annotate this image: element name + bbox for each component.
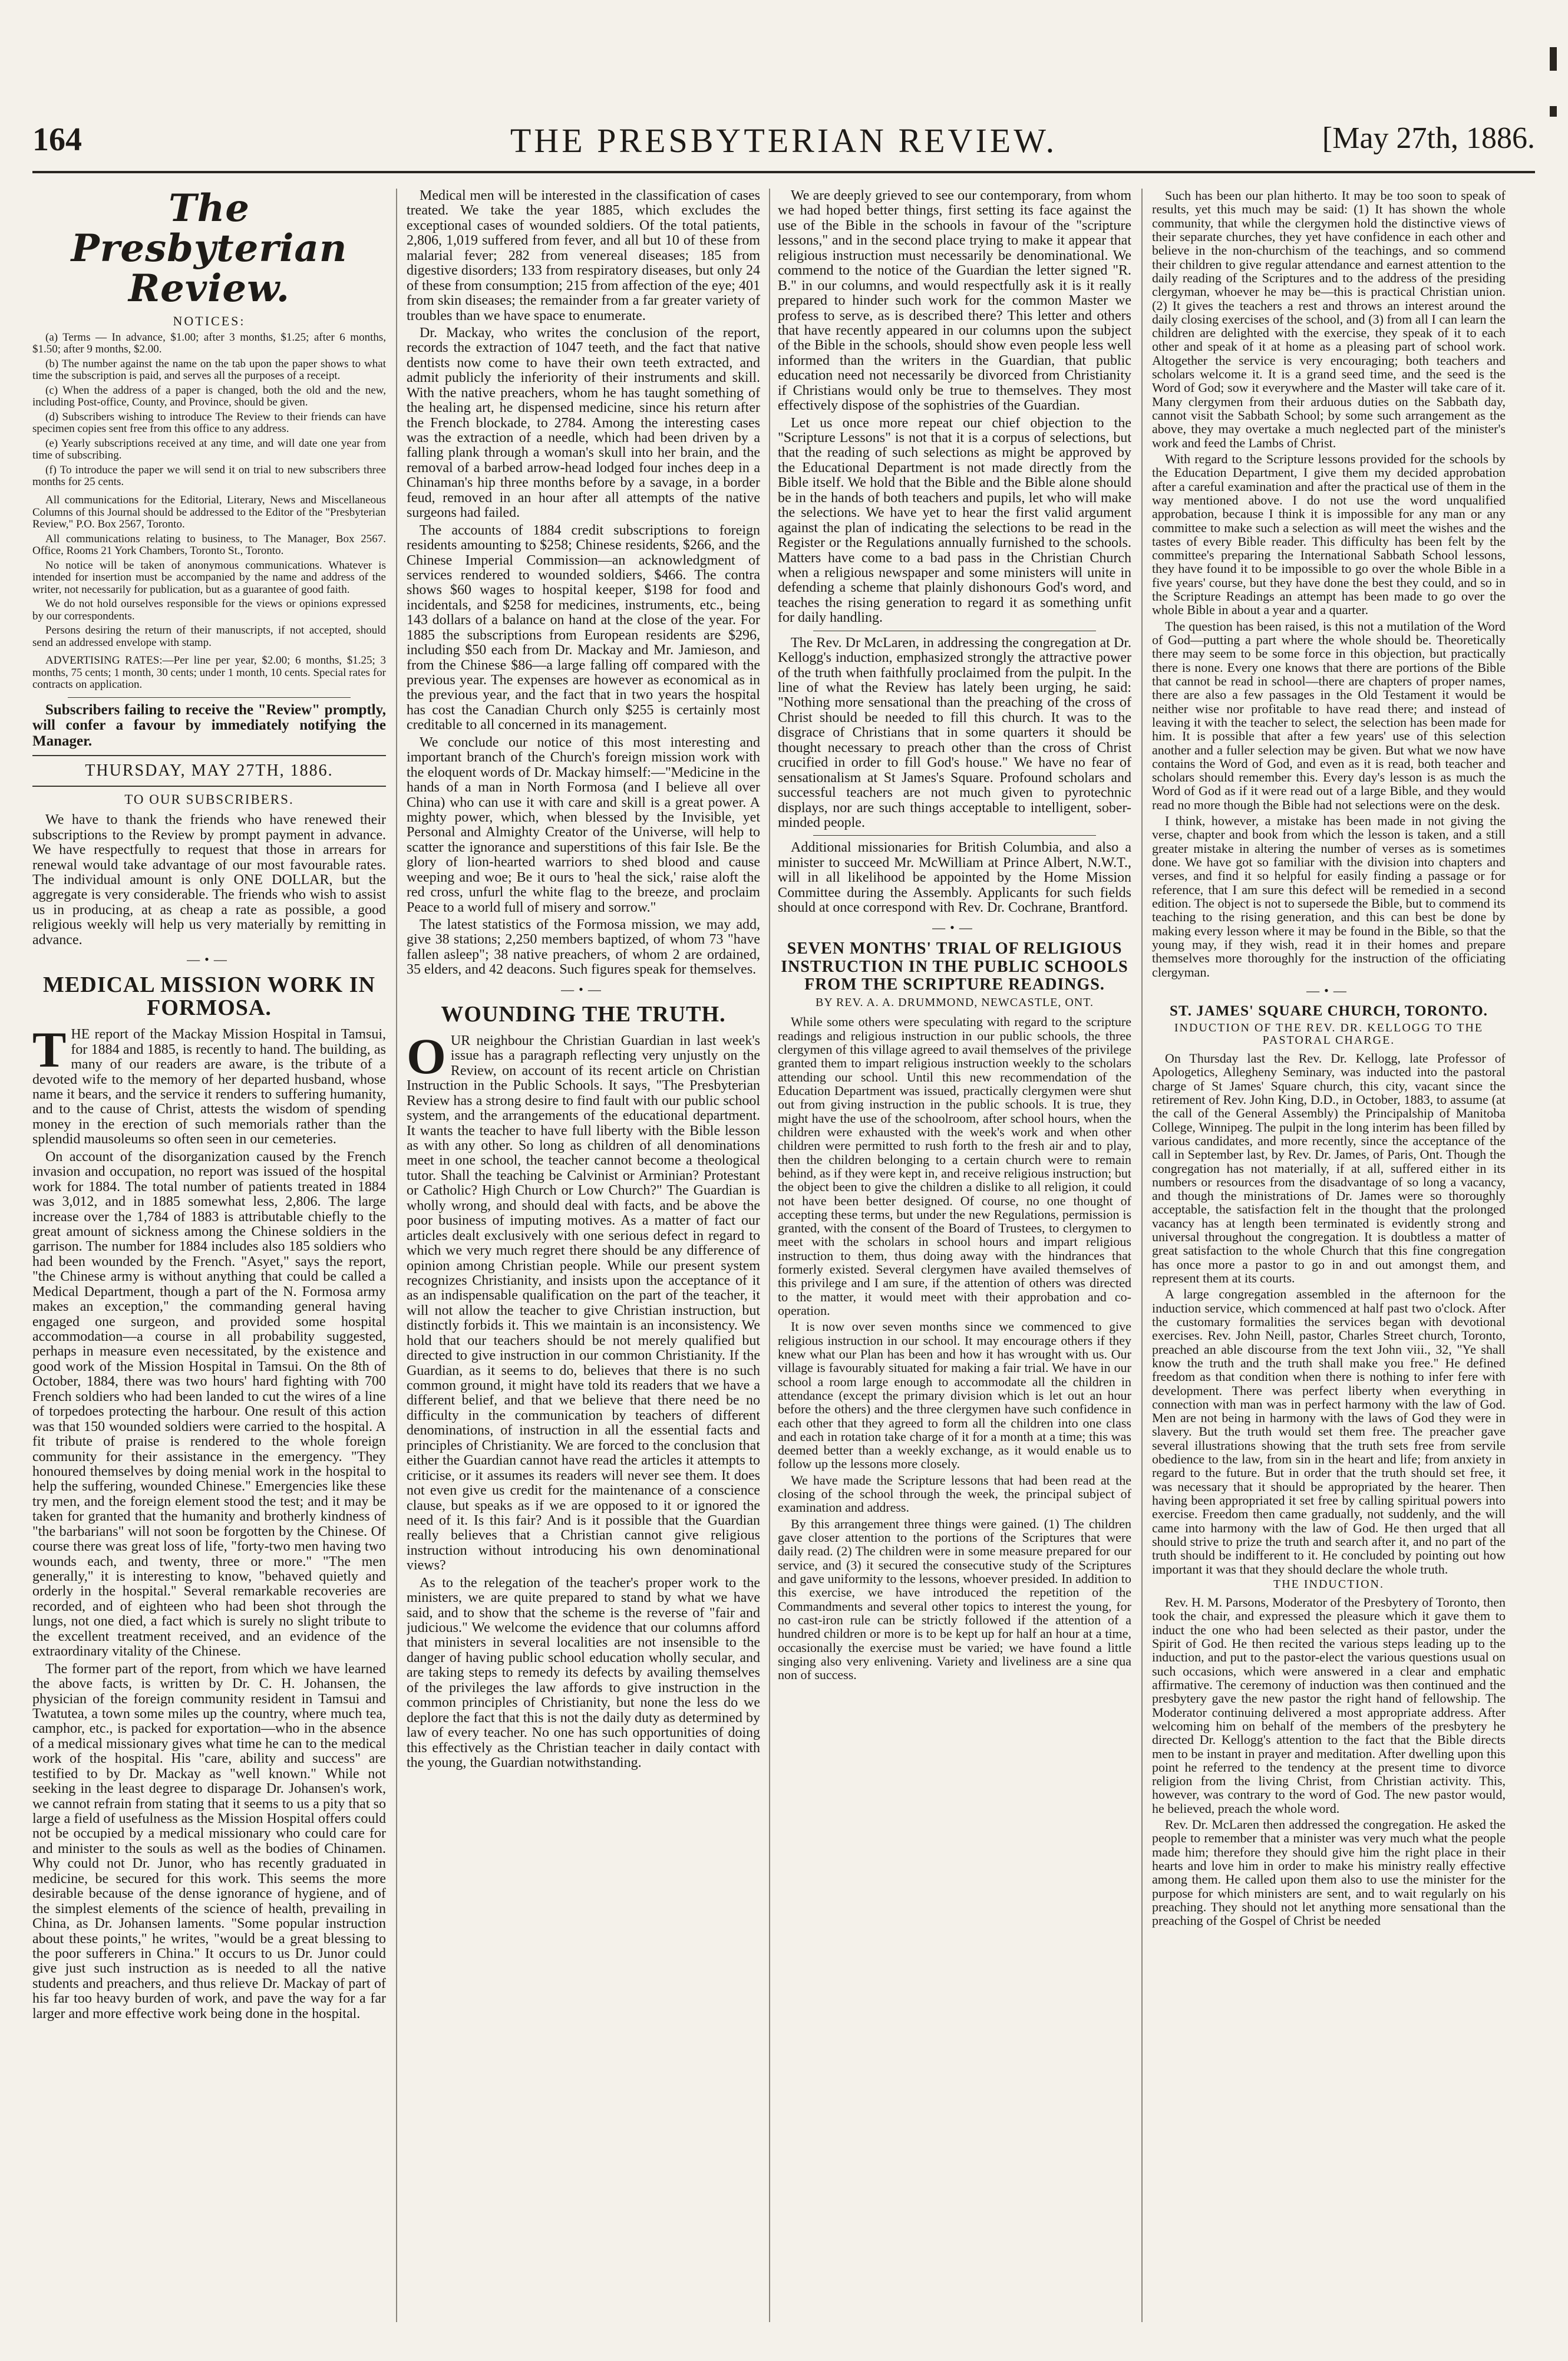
masthead-title: The Presbyterian Review. [71,189,348,311]
binding-mark [1550,47,1557,71]
formosa-para: The former part of the report, from which we have learned the above facts, is written by Dr. C. H. Johansen, the physician of the foreign community resident in Tamsui and Twatutea, a town some miles up the country, where much tea, camphor, etc., is packed for exportation—who in the absence of a medical missionary gives what time he can to the medical work of the hospital. His "care, ability and success" are testified to by Dr. Mackay as "well known." While not seeking in the least degree to disparage Dr. Johansen's work, we cannot refrain from stating that it seems to us a pity that so large a field of usefulness as the Mission Hospital offers could not be occupied by a medical missionary who could care for and minister to the souls as well as the bodies of Chinamen. Why could not Dr. Junor, who has recently graduated in medicine, be secured for this work. This seems the more desirable because of the dense ignorance of hygiene, and of the simplest elements of the science of health, prevailing in China, as Dr. Johansen laments. "Some popular instruction about these points," he writes, "would be a great blessing to the poor sufferers in China." It occurs to us Dr. Junor could give just such instruction as is needed to all the native students and preachers, and thus relieve Dr. Mackay of part of his far too heavy burden of work, and pave the way for a far larger and more effective work being done in the hospital. [32,1661,386,2022]
column-rule [396,189,397,2322]
seven-months-para: We have made the Scripture lessons that had been read at the closing of the school through the week, the principal subject of examination and address. [778,1472,1131,1515]
binding-mark [1550,106,1557,117]
formosa-para: We conclude our notice of this most interesting and important branch of the Church's foreign mission work with the eloquent words of Dr. Mackay himself:—"Medicine in the hands of a man in North Formosa (and I believe all over China) who can use it with care and skill is a great power. A mighty power, which, when blessed by the Invisible, yet Personal and Almighty Creator of the Universe, will help to scatter the ignorance and superstitions of this fair Isle. Be the glory of lion-hearted warriors to shed blood and cause weeping and woe; Be it ours to 'heal the sick,' raise aloft the red cross, unfurl the white flag to the breeze, and proclaim Peace to a world full of misery and sorrow." [407,734,760,915]
column-1 [32,189,386,2322]
notice-item: (e) Yearly subscriptions received at any time, and will date one year from time of subscribing. [32,437,386,462]
notice-item: (b) The number against the name on the tab upon the paper shows to what time the subscription is paid, and serves all the purposes of a receipt. [32,357,386,382]
notice-item: (f) To introduce the paper we will send it on trial to new subscribers three months for 25 cents. [32,463,386,489]
wounding-para: Let us once more repeat our chief objection to the "Scripture Lessons" is not that it is a corpus of selections, but that the reading of such selections as might be approved by the Educational Department is not made directly from the Bible itself. We hold that the Bible and the Bible alone should be in the hands of both teachers and pupils, let who will make the selections. We have yet to hear the first valid argument against the plan of indicating the selections to be read in the Register or the Regulations annually furnished to the schools. Matters have come to a bad pass in the Christian Church when a religious newspaper and some ministers will unite in defending a scheme that plainly dishonours God's word, and teaches the rising generation to regard it as something unfit for daily handling. [778,415,1131,626]
column-rule [769,189,770,2322]
advertising-rates: ADVERTISING RATES:—Per line per year, $2.00; 6 months, $1.25; 3 months, 75 cents; 1 month, 30 cents; under 1 month, 10 cents. Special rates for contracts on application. [32,654,386,691]
advertising-block [32,655,386,691]
page-date: [May 27th, 1886. [1322,121,1535,155]
notices-block [32,332,386,489]
subscribers-title: TO OUR SUBSCRIBERS. [124,792,294,807]
divider [32,786,386,787]
missionaries-paragraph: Additional missionaries for British Columbia, and also a minister to succeed Mr. McWilliam at Prince Albert, N.W.T., will in all likelihood be appointed by the Home Mission Committee during the Assembly. Applicants for such fields should at once correspond with Rev. Dr. Cochrane, Brantford. [778,840,1131,916]
formosa-para: Medical men will be interested in the classification of cases treated. We take the year 1885, which excludes the exceptional cases of wounded soldiers. Of the total patients, 2,806, 1,019 suffered from fever, and all but 10 of these from malarial fever; 282 from venereal diseases; 185 from digestive disorders; 133 from respiratory diseases, but only 24 of these from consumption; 215 from affection of the eye; 401 from skin diseases; the remainder from a far greater variety of troubles than we have space to enumerate. [407,189,760,324]
wounding-para-text: UR neighbour the Christian Guardian in last week's issue has a paragraph reflecting very unjustly on the Review, on account of its recent article on Christian Instruction in the Public Schools. It says, "The Presbyterian Review has a strong desire to find fault with our public school system, and the arrangements of the educational department. It wants the teacher to have full liberty with the Bible lesson as with any other. So long as children of all denominations meet in one school, the teacher cannot become a theological tutor. Shall the teaching be Calvinist or Arminian? Protestant or Catholic? High Church or Low Church?" The Guardian is wholly wrong, and should deal with facts, and be above the poor business of imputing motives. As a matter of fact our articles dealt exclusively with one serious defect in regard to which we very much regret there should be any difference of opinion among Christian people. While our present system recognizes Christianity, and insists upon the acceptance of it as an indispensable qualification on the part of the teacher, it will not allow the teacher to give Christian instruction, but distinctly forbids it. This we maintain is an inconsistency. We hold that our teachers should be not merely qualified but directed to give instruction in our common Christianity. If the Guardian, as it seems to do, believes that there is no such common ground, it might have told its readers that we have a different belief, and that we believe that there need be no difficulty in the communication by teachers of different denominations, of instruction in all the essential facts and principles of Christianity. We are forced to the conclusion that either the Guardian cannot have read the articles it attempts to criticise, or it assumes its readers will never see them. It does not even give us credit for the maintenance of a conscience clause, but speaks as if we are opposed to it or ignored the need of it. Is this fair? And is it possible that the Guardian really believes that a Christian cannot give religious instruction without introducing his own denominational views? [407,1033,760,1574]
seven-months-byline: BY REV. A. A. DRUMMOND, NEWCASTLE, ONT. [816,996,1094,1010]
notices-heading: NOTICES: [173,314,246,329]
communication-item: All communications for the Editorial, Literary, News and Miscellaneous Columns of this Journal should be addressed to the Editor of the "Presbyterian Review," P.O. Box 2567, Toronto. [32,493,386,531]
seven-months-para: By this arrangement three things were gained. (1) The children gave closer attention to the portions of the Scriptures that were daily read. (2) The children were in some measure prepared for our service, and (3) it secured the consecutive study of the Scriptures and gave uniformity to the lessons, whoever presided. In addition to this exercise, we have introduced the repetition of the Commandments and several other topics to interest the young, for no cast-iron rule can be strictly followed if the attention of a hundred children or more is to be kept up for half an hour at a time, occasionally the exercise must be varied; we have found a little singing also very enlivening. Variety and liveliness are a sine qua non of success. [778,1516,1131,1683]
wounding-para: As to the relegation of the teacher's proper work to the ministers, we are quite prepared to stand by what we have said, and to show that the scheme is the reverse of "fair and judicious." We welcome the evidence that our columns afford that ministers in several localities are not insensible to the danger of having public school education wholly secular, and are taking steps to remedy its defects by availing themselves of the privileges the law affords to give instruction in the common principles of Christianity, but none the less do we deplore the fact that this is not the daily duty as determined by law of every teacher. No one has such opportunities of doing this effectively as the Christian teacher in daily contact with the young, the Guardian notwithstanding. [407,1575,760,1770]
induction-para: Rev. Dr. McLaren then addressed the congregation. He asked the people to remember that a minister was very much what the people made him; therefore they should give him the right place in their hearts and love him in order to make his ministry really effective among them. He called upon them also to use the minister for the purpose for which ministers are sent, and to wait regularly on his preaching. They should not let anything more sensational than the preaching of the Gospel of Christ be needed [1152,1817,1506,1928]
ornament-divider: —•— [561,981,606,997]
divider [68,697,351,698]
drop-cap: T [32,1021,67,1079]
subscribers-body: We have to thank the friends who have renewed their subscriptions to the Review by prompt payment in advance. We have respectfully to request that those in arrears for renewal would take advantage of our most favourable rates. The individual amount is only ONE DOLLAR, but the aggregate is very considerable. The friends who wish to assist us in producing, at as cheap a rate as possible, a good religious weekly will help us very materially by remitting in advance. [32,812,386,948]
divider [813,835,1096,836]
seven-months-title: SEVEN MONTHS' TRIAL OF RELIGIOUS INSTRUCTION IN THE PUBLIC SCHOOLS FROM THE SCRIPTURE READINGS. [781,939,1128,994]
communication-item: Persons desiring the return of their manuscripts, if not accepted, should send an addressed envelope with stamp. [32,624,386,649]
st-james-title: ST. JAMES' SQUARE CHURCH, TORONTO. [1170,1003,1488,1020]
formosa-para-text: HE report of the Mackay Mission Hospital in Tamsui, for 1884 and 1885, is recently to hand. The building, as many of our readers are aware, is the tribute of a devoted wife to the memory of her departed husband, whose name it bears, and the service it renders to suffering humanity, and to the cause of Christ, attests the wisdom of spending money in the erection of such memorials rather than the splendid mausoleums so often seen in our cemeteries. [32,1027,386,1147]
st-james-para: On Thursday last the Rev. Dr. Kellogg, late Professor of Apologetics, Allegheny Seminary, was inducted into the pastoral charge of St James' Square church, this city, vacant since the retirement of Rev. John King, D.D., in October, 1883, to assume (at the call of the General Assembly) the Principalship of Manitoba College, Winnipeg. The pulpit in the long interim has been filled by various candidates, and more recently, since the acceptance of the call in September last, by Rev. Dr. James, of Paris, Ont. Though the congregation has not materially, if at all, suffered either in its numbers or resources from the disadvantage of so long a vacancy, and though the ministrations of Dr. James were so thoroughly acceptable, the satisfaction felt in the thought that the prolonged vacancy has at length been terminated is evidently strong and universal throughout the congregation. It is doubtless a matter of great satisfaction to the whole Church that this fine congregation has once more a pastor to go in and out amongst them, and represent them at its courts. [1152,1051,1506,1285]
induction-para: Rev. H. M. Parsons, Moderator of the Presbytery of Toronto, then took the chair, and expressed the pleasure which it gave them to induct the one who had been selected as their pastor, under the Spirit of God. He then recited the various steps leading up to the induction, and put to the pastor-elect the various questions usual on such occasions, which were answered in a clear and emphatic affirmative. The ceremony of induction was then continued and the presbytery gave the new pastor the right hand of fellowship. The Moderator continuing delivered a most appropriate address. After welcoming him on behalf of the members of the presbytery he directed Dr. Kellogg's attention to the fact that the Bible directs men to be instant in prayer and meditation. After dwelling upon this point he referred to the tendency at the present time to divorce religion from the living Christ, from Christian activity. This, however, was contrary to the word of God. The new pastor would, he believed, preach the whole word. [1152,1595,1506,1816]
seven-months-cont: With regard to the Scripture lessons provided for the schools by the Education Department, I give them my decided approbation after a careful examination and after the practical use of them in the way mentioned above. I do not use the word unqualified approbation, because I think it is impossible for any man or any committee to make such a selection as will meet the wishes and the tastes of every Bible reader. This difficulty has been felt by the committee's preparing the International Sabbath School lessons, they have found it to be impossible to go over the whole Bible in a five years' course, but they have done the best they could, and so in the Scripture Readings an attempt has been made to go over the whole Bible in about a year and a quarter. [1152,451,1506,618]
column-2 [407,189,760,2322]
ornament-divider: —•— [1306,982,1351,998]
notice-item: (c) When the address of a paper is changed, both the old and the new, including Post-office, County, and Province, should be given. [32,384,386,409]
formosa-title: MEDICAL MISSION WORK IN FORMOSA. [43,972,375,1021]
formosa-para: The latest statistics of the Formosa mission, we may add, give 38 stations; 2,250 members baptized, of whom 73 "have fallen asleep"; 38 native preachers, of whom 2 are ordained, 35 elders, and 42 deacons. Such figures speak for themselves. [407,917,760,978]
communication-item: No notice will be taken of anonymous communications. Whatever is intended for insertion must be accompanied by the name and address of the writer, not necessarily for publication, but as a guarantee of good faith. [32,559,386,596]
wounding-para: We are deeply grieved to see our contemporary, from whom we had hoped better things, first setting its face against the use of the Bible in the schools in favour of the "scripture lessons," and in the second place trying to make it appear that religious instruction must necessarily be denominational. We commend to the notice of the Guardian the letter signed "R. B." in our columns, and would respectfully ask it is it really prepared to hinder such work for the common Master we profess to serve, as is described there? This letter and others that have recently appeared in our columns upon the subject of the Bible in the schools, should show even people less well informed than the writers in the Guardian, that public education need not necessarily be divorced from Christianity if Christians would only be true to themselves. They most effectively dispose of the sophistries of the Guardian. [778,189,1131,414]
ornament-divider: —•— [187,952,232,967]
column-rule [1141,189,1143,2322]
communication-item: All communications relating to business, to The Manager, Box 2567. Office, Rooms 21 York Chambers, Toronto St., Toronto. [32,532,386,558]
formosa-para: On account of the disorganization caused by the French invasion and occupation, no report was issued of the hospital work for 1884. The total number of patients treated in 1884 was 3,012, and in 1885 somewhat less, 2,806. The large increase over the 1,784 of 1883 is attributable chiefly to the great amount of sickness among the Chinese soldiers in the garrison. The number for 1884 includes also 185 soldiers who had been wounded by the French. "Asyet," says the report, "the Chinese army is without anything that could be called a Medical Department, though a part of the N. Formosa army makes an exception," the commanding general having engaged one surgeon, and provided some hospital accommodation—a course in all probability suggested, perhaps in measure even necessitated, by the existence and good work of the Mission Hospital in Tamsui. On the 8th of October, 1884, there was two hours' hard fighting with 700 French soldiers who had been landed to cut the wires of a line of torpedoes protecting the harbour. One result of this action was that 150 wounded soldiers were carried to the hospital. A fit tribute of praise is rendered to the whole foreign community for their assistance in the emergency. "They honoured themselves by doing menial work in the hospital to help the suffering, wounded Chinese." Emergencies like these try men, and the foreign element stood the test; and it may be taken for granted that the humanity and brotherly kindness of "the barbarians" will not soon be forgotten by the Chinese. Of course there was great loss of life, "forty-two men having two wounds each, and twenty, three or more." "The men generally," it is interesting to know, "behaved quietly and orderly in the hospital." Several remarkable recoveries are recorded, and of eighteen who had been shot through the lungs, not one died, a fact which is surely no slight tribute to the excellent treatment received, and an evidence of the extraordinary vitality of the Chinese. [32,1149,386,1660]
column-3 [778,189,1131,2322]
notice-item: (d) Subscribers wishing to introduce The Review to their friends can have specimen copies sent free from this office to any address. [32,410,386,436]
divider [32,755,386,756]
seven-months-cont: I think, however, a mistake has been made in not giving the verse, chapter and book from which the lesson is taken, and a still greater mistake in altering the number of verses as is sometimes done. We have got so familiar with the division into chapters and verses, and find it so helpful for easily finding a passage or for reference, that I am sure this defect will be remedied in a second edition. The object is not to supersede the Bible, but to commend its teaching to the rising generation, and this can best be done by making every lesson where it may be found in the Bible, so that the young may, if they wish, read it in their homes and prepare themselves more thoroughly for the instruction of the officiating clergyman. [1152,813,1506,980]
formosa-para: Dr. Mackay, who writes the conclusion of the report, records the extraction of 1047 teeth, and the fact that native dentists now come to have their own teeth extracted, and admit publicly the inferiority of their instruments and skill. With the native preachers, whom he has taught something of the healing art, he dispensed medicine, since his return after the French blockade, to 2784. Among the interesting cases was the extraction of a needle, which had been driven by a falling plank through a woman's skull into her brain, and the removal of a barbed arrow-head lodged four inches deep in a Chinaman's hip three months before by a savage, in a border feud, removed in an hour after all attempts of the native surgeons had failed. [407,325,760,521]
st-james-para: A large congregation assembled in the afternoon for the induction service, which commenced at half past two o'clock. After the customary formalities the services began with devotional exercises. Rev. John Neill, pastor, Charles Street church, Toronto, preached an able discourse from the text John viii., 32, "Ye shall know the truth and the truth shall make you free." He defined freedom as that condition when there is nothing to infer fere with development. There was perfect liberty when everything in connection with man was in perfect harmony with the law of God. Men are not being in harmony with the laws of God they were in slavery. But the truth would set them free. The preacher gave several illustrations showing that the truth sets free from servile obedience to the law, from sin in the heart and life; from anxiety in regard to the future. But in order that the truth should set free, it was necessary that it should be appropriated by the hearer. Then having been appropriated it set free by calling spiritual powers into exercise. Freedom then came gradually, not suddenly, and the will came into harmony with the law of God. He then urged that all should strive to prize the truth and search after it, and no part of the truth should be indifferent to it. He concluded by pointing out how important it was that they should declare the whole truth. [1152,1287,1506,1577]
failing-notice: Subscribers failing to receive the "Review" promptly, will confer a favour by immediately notifying the Manager. [32,701,386,749]
seven-months-para: It is now over seven months since we commenced to give religious instruction in our school. It may encourage others if they knew what our Plan has been and how it has wrought with us. Our village is favourably situated for making a fair trial. We have in our school a room large enough to accommodate all the children in attendance (except the primary division which is let out an hour before the others) and the three clergymen have such confidence in each other that they agreed to form all the children into one class and each in rotation take charge of it for a month at a time; this was deemed better than a weekly exchange, as it would enable us to follow up the lessons more closely. [778,1319,1131,1472]
column-4 [1152,189,1506,2322]
issue-date: THURSDAY, MAY 27TH, 1886. [85,761,334,780]
page-header [32,121,1535,173]
mclaren-paragraph: The Rev. Dr McLaren, in addressing the congregation at Dr. Kellogg's induction, emphasized strongly the attractive power of the truth when faithfully proclaimed from the pulpit. In the line of what the Review has lately been urging, he said: "Nothing more sensational than the preaching of the cross of Christ should be needed to fill this church. It was to the disgrace of Christians that in some quarters it should be thought necessary to preach other than the cross of Christ crucified in order to fill God's house." We have no fear of sensationalism at St James's Square. Profound scholars and successful teachers are not much given to pyrotechnic displays, nor are such things acceptable to intelligent, sober-minded people. [778,635,1131,830]
ornament-divider: —•— [932,919,977,935]
drop-cap: O [407,1027,446,1084]
page-number: 164 [32,121,82,158]
communications-block [32,494,386,649]
formosa-para: The accounts of 1884 credit subscriptions to foreign residents amounting to $258; Chinese residents, $266, and the Chinese Imperial Commission—an acknowledgment of services rendered to wounded soldiers, $466. The contra shows $60 wages to hospital keeper, $198 for food and incidentals, and $258 for medicines, instruments, etc., being 143 dollars of a balance on hand at the close of the year. For 1885 the subscriptions from European residents are $296, including $50 each from Dr. Mackay and Mr. Jamieson, and from the Chinese $86—a large falling off compared with the previous year. The expenses are however as economical as in the previous year, and the fact that in two years the hospital has cost the Canadian Church only $255 is certainly most creditable to all concerned in its management. [407,522,760,733]
st-james-subtitle: INDUCTION OF THE REV. DR. KELLOGG TO THE PASTORAL CHARGE. [1174,1021,1484,1047]
wounding-title: WOUNDING THE TRUTH. [441,1002,726,1027]
formosa-para [32,1021,386,1147]
seven-months-cont: The question has been raised, is this not a mutilation of the Word of God—putting a part where the whole should be. Theoretically there may seem to be some force in this objection, but practically there is none. Every one knows that there are portions of the Bible that cannot be read in school—there are chapters of proper names, there are also a few passages in the Old Testament it would be neither wise nor profitable to have read there; and instead of leaving it with the teacher to select, the selection has been made for him. It is possible that after a few years' use of this selection another and a fuller selection may be given. But what we now have contains the Word of God, and even as it is read, both teacher and scholars should remember this. Every day's lesson is as much the Word of God as if it were read out of a large Bible, and they would read no more though the Bible had not selections were on the desk. [1152,618,1506,812]
communication-item: We do not hold ourselves responsible for the views or opinions expressed by our correspondents. [32,598,386,622]
running-title: THE PRESBYTERIAN REVIEW. [510,121,1058,160]
wounding-para [407,1027,760,1574]
seven-months-para: While some others were speculating with regard to the scripture readings and religious instruction in our public schools, the three clergymen of this village agreed to avail themselves of the privilege granted them to impart religious instruction weekly to the scholars attending our school. Until this new recommendation of the Education Department was issued, practically clergymen were shut out from giving instruction in the public schools. It is true, they might have the use of the schoolroom, after school hours, when the children were exhausted with the week's work and when other children were permitted to rush forth to the fresh air and to play, then the children belonging to a certain church were to remain behind, as if they were kept in, and receive religious instruction; but the object been to give the children a dislike to all religion, it could not have been better designed. Of course, no one thought of accepting these terms, but under the new Regulations, permission is granted, with the consent of the Board of Trustees, to clergymen to meet with the scholars in school hours and impart religious instruction to them, thus doing away with the hindrances that formerly existed. Several clergymen have availed themselves of this privilege and I am sure, if the attention of others was directed to the matter, it would meet with their approbation and co-operation. [778,1014,1131,1318]
seven-months-cont: Such has been our plan hitherto. It may be too soon to speak of results, yet this much may be said: (1) It has shown the whole community, that while the clergymen hold the distinctive views of their separate churches, they yet have confidence in each other and believe in the non-churchism of the teachings, and so commend their children to give regular attendance and earnest attention to the daily reading of the Scriptures and to the address of the presiding clergyman, whoever he may be—this is practical Christian union. (2) It gives the teachers a rest and throws an interest around the daily closing exercises of the school, and (3) from all I can learn the children are delighted with the exercise, they speak of it to each other and speak of it at home as a pleasing part of school work. Altogether the service is very encouraging; both teachers and scholars welcome it. It is a grand seed time, and the seed is the Word of God; sow it everywhere and the Master will take care of it. Many clergymen from their arduous duties on the Sabbath day, cannot visit the Sabbath School; by some such arrangement as the above, they may overtake a much neglected part of the minister's work and feed the Lambs of Christ. [1152,189,1506,450]
induction-heading: THE INDUCTION. [1273,1577,1384,1591]
notice-item: (a) Terms — In advance, $1.00; after 3 months, $1.25; after 6 months, $1.50; after 9 months, $2.00. [32,331,386,356]
